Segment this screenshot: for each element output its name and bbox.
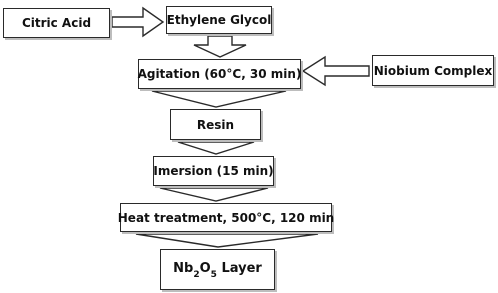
arrow-resin-to-immersion — [178, 142, 254, 154]
heat-treatment-box — [117, 203, 335, 232]
agitation-box — [138, 59, 301, 89]
formula-nb: Nb — [173, 260, 194, 276]
citric-acid-label: Citric Acid — [21, 16, 92, 30]
citric-acid-box — [3, 8, 110, 38]
formula-sub-2: 2 — [193, 270, 200, 281]
nb2o5-layer-box — [160, 249, 275, 290]
formula-o: O — [199, 260, 211, 276]
niobium-complex-box — [372, 55, 494, 86]
nb2o5-layer-label — [173, 261, 262, 279]
niobium-complex-label: Niobium Complex — [373, 63, 493, 78]
formula-sub-5: 5 — [210, 270, 217, 281]
ethylene-glycol-label: Ethylene Glycol — [166, 13, 272, 27]
heat-treatment-label: Heat treatment, 500°C, 120 min — [117, 210, 335, 225]
resin-box — [170, 109, 261, 140]
arrow-heat-to-product — [136, 234, 318, 247]
arrow-agitation-to-resin — [152, 91, 286, 107]
immersion-label: Imersion (15 min) — [153, 164, 274, 178]
arrow-niobium-to-agitation — [303, 57, 369, 85]
agitation-label: Agitation (60°C, 30 min) — [137, 67, 302, 81]
immersion-box — [153, 156, 274, 186]
layer-word: Layer — [216, 260, 262, 276]
resin-label: Resin — [196, 117, 235, 132]
arrow-citric-to-ethylene — [112, 8, 163, 36]
ethylene-glycol-box — [166, 6, 272, 34]
arrow-ethylene-to-agitation — [194, 36, 246, 57]
arrow-immersion-to-heat — [160, 188, 268, 201]
